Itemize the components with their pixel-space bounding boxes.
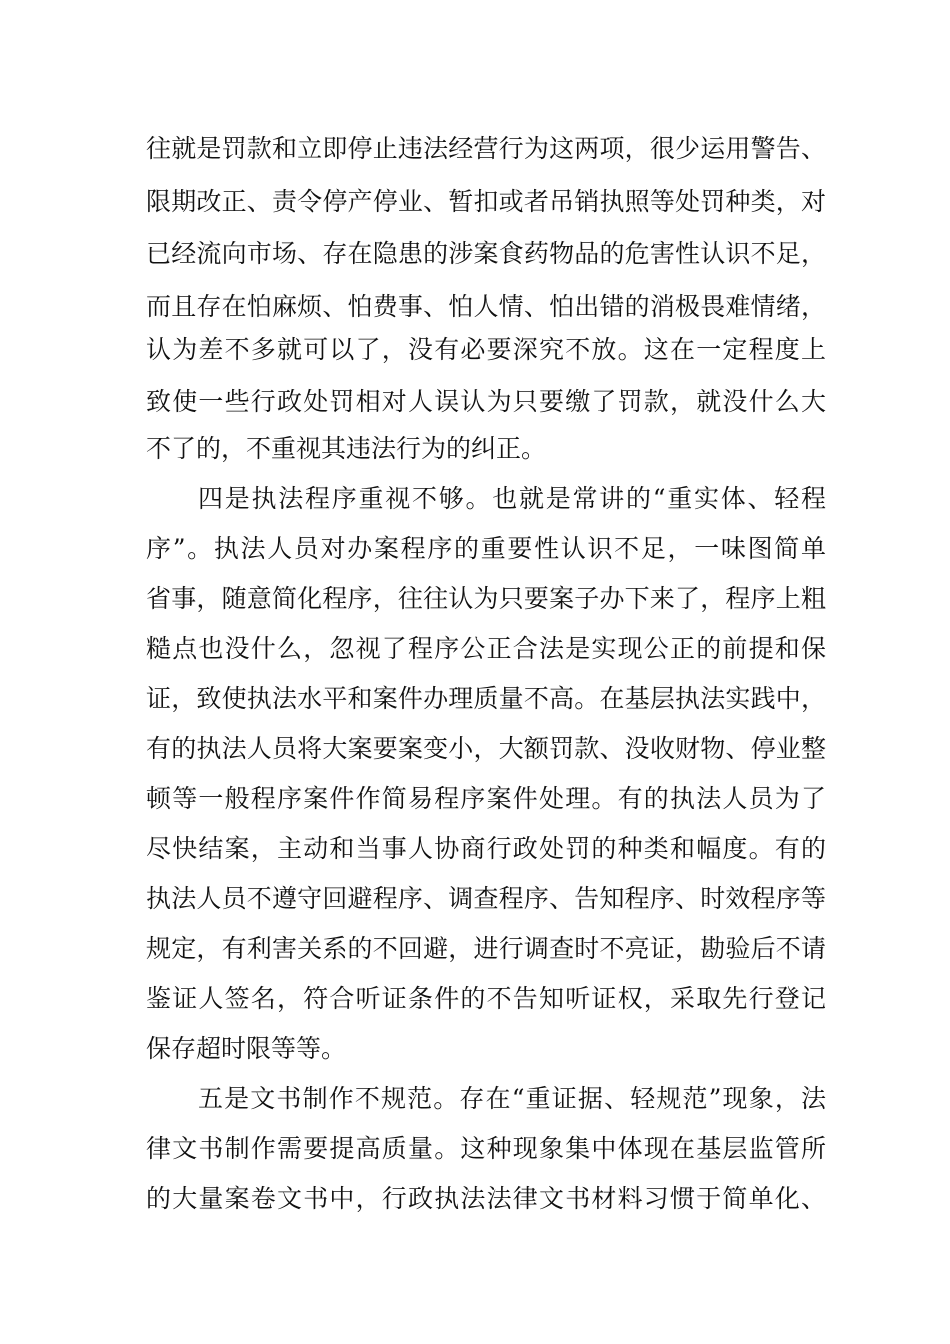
text-line: 规定，有利害关系的不回避，进行调查时不亮证，勘验后不请: [146, 934, 826, 963]
text-line: 证，致使执法水平和案件办理质量不高。在基层执法实践中，: [146, 684, 826, 713]
text-line: 糙点也没什么，忽视了程序公正合法是实现公正的前提和保: [146, 634, 826, 663]
text-line: 省事，随意简化程序，往往认为只要案子办下来了，程序上粗: [146, 584, 826, 613]
text-line: 致使一些行政处罚相对人误认为只要缴了罚款，就没什么大: [146, 387, 826, 416]
paragraph-first-line: 五是文书制作不规范。存在“重证据、轻规范”现象，法: [198, 1084, 826, 1113]
text-line: 顿等一般程序案件作简易程序案件处理。有的执法人员为了: [146, 784, 826, 813]
text-line: 限期改正、责令停产停业、暂扣或者吊销执照等处罚种类，对: [146, 187, 826, 216]
text-line: 而且存在怕麻烦、怕费事、怕人情、怕出错的消极畏难情绪，: [146, 292, 826, 321]
text-line: 有的执法人员将大案要案变小，大额罚款、没收财物、停业整: [146, 734, 826, 763]
text-line: 认为差不多就可以了，没有必要深究不放。这在一定程度上: [146, 335, 826, 364]
text-line: 律文书制作需要提高质量。这种现象集中体现在基层监管所: [146, 1134, 826, 1163]
paragraph-first-line: 四是执法程序重视不够。也就是常讲的“重实体、轻程: [198, 484, 826, 513]
text-line: 尽快结案，主动和当事人协商行政处罚的种类和幅度。有的: [146, 834, 826, 863]
text-line: 往就是罚款和立即停止违法经营行为这两项，很少运用警告、: [146, 134, 826, 163]
text-line: 的大量案卷文书中，行政执法法律文书材料习惯于简单化、: [146, 1184, 826, 1213]
text-line: 不了的，不重视其违法行为的纠正。: [146, 434, 547, 463]
text-line: 保存超时限等等。: [146, 1034, 347, 1063]
text-line: 鉴证人签名，符合听证条件的不告知听证权，采取先行登记: [146, 984, 826, 1013]
text-line: 序”。执法人员对办案程序的重要性认识不足，一味图简单: [146, 534, 826, 563]
text-line: 已经流向市场、存在隐患的涉案食药物品的危害性认识不足，: [146, 239, 826, 268]
text-line: 执法人员不遵守回避程序、调查程序、告知程序、时效程序等: [146, 884, 826, 913]
